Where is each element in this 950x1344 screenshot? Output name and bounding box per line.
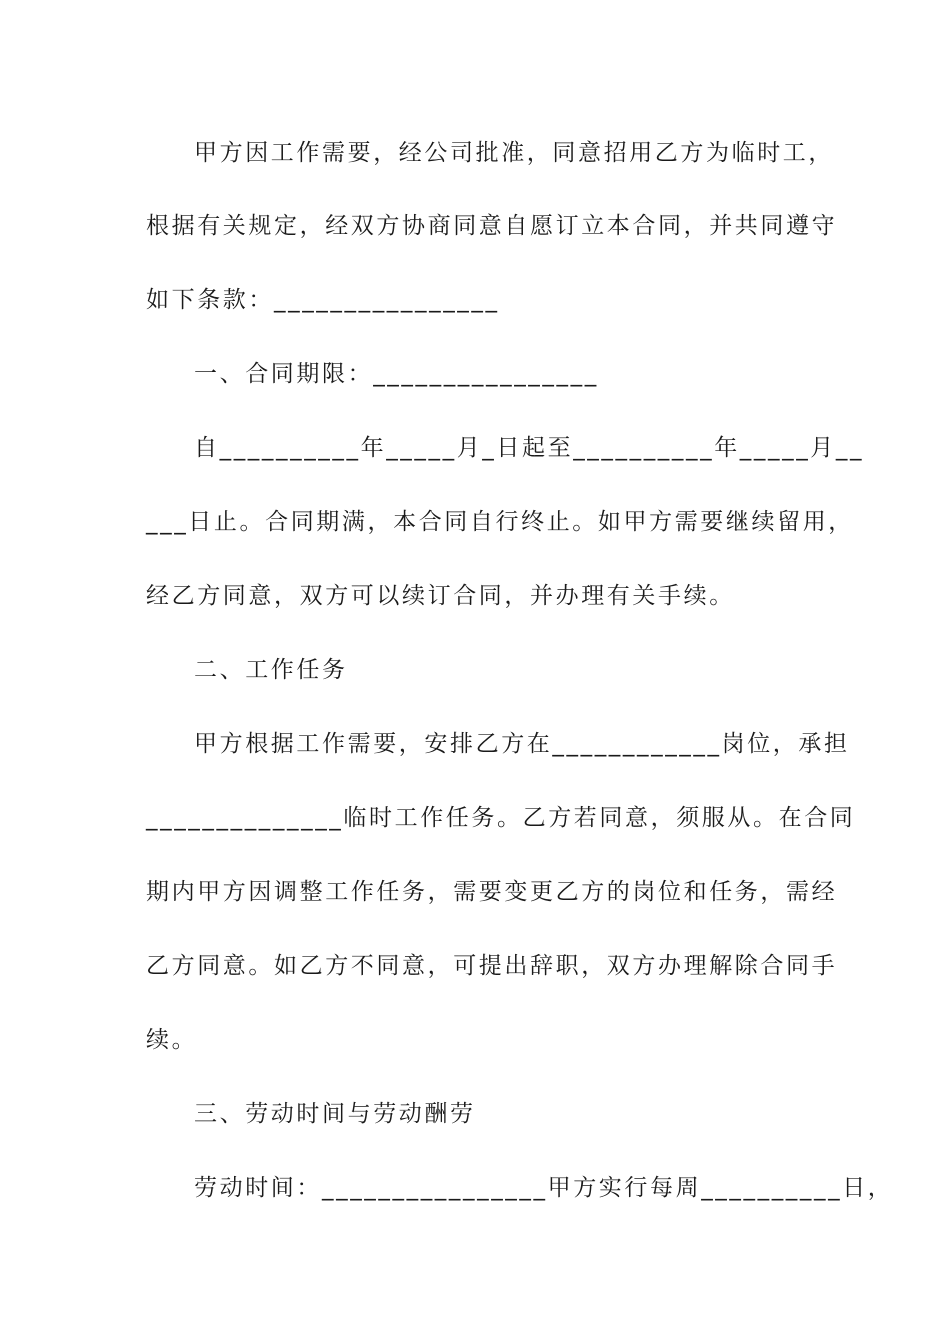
paragraph-line: 期内甲方因调整工作任务，需要变更乙方的岗位和任务，需经 [146, 879, 838, 905]
paragraph-line: 乙方同意。如乙方不同意，可提出辞职，双方办理解除合同手 [146, 953, 838, 979]
paragraph-line: 经乙方同意，双方可以续订合同，并办理有关手续。 [146, 583, 735, 609]
paragraph-line: 如下条款：________________ [146, 287, 500, 313]
paragraph-line: 劳动时间：________________甲方实行每周__________日， [194, 1175, 894, 1201]
paragraph-line: ___日止。合同期满，本合同自行终止。如甲方需要继续留用， [146, 509, 854, 535]
paragraph-line: 自__________年_____月_日起至__________年_____月__ [194, 435, 865, 461]
section-heading: 二、工作任务 [194, 657, 348, 683]
paragraph-line: 续。 [146, 1027, 198, 1053]
section-heading: 一、合同期限：________________ [194, 361, 599, 387]
paragraph-line: 甲方因工作需要，经公司批准，同意招用乙方为临时工， [194, 140, 834, 166]
paragraph-line: 根据有关规定，经双方协商同意自愿订立本合同，并共同遵守 [146, 213, 838, 239]
paragraph-line: 甲方根据工作需要，安排乙方在____________岗位，承担 [194, 731, 850, 757]
section-heading: 三、劳动时间与劳动酬劳 [194, 1101, 476, 1127]
paragraph-line: ______________临时工作任务。乙方若同意，须服从。在合同 [146, 805, 856, 831]
